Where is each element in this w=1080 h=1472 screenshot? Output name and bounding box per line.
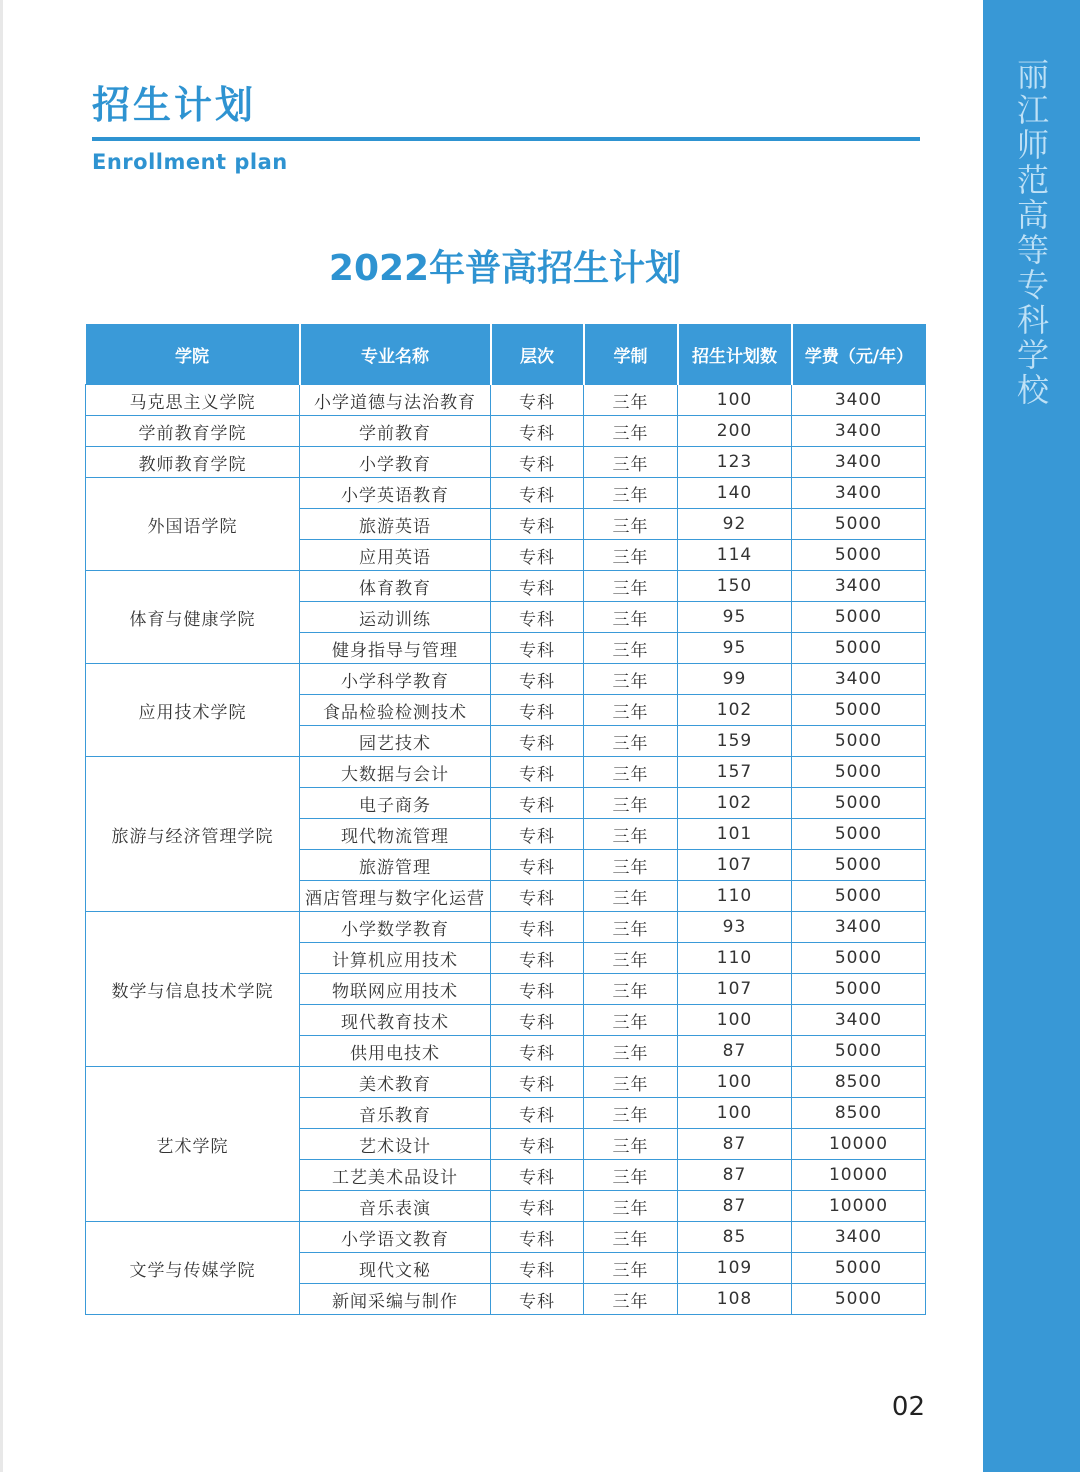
level-cell: 专科 [491, 385, 584, 416]
duration-cell: 三年 [584, 1067, 678, 1098]
fee-cell: 5000 [792, 726, 926, 757]
fee-cell: 5000 [792, 602, 926, 633]
level-cell: 专科 [491, 1191, 584, 1222]
fee-cell: 3400 [792, 912, 926, 943]
quota-cell: 85 [678, 1222, 792, 1253]
major-cell: 小学英语教育 [300, 478, 491, 509]
table-row [86, 757, 926, 788]
level-cell: 专科 [491, 664, 584, 695]
fee-cell: 5000 [792, 943, 926, 974]
page-number: 02 [891, 1392, 925, 1422]
major-cell: 健身指导与管理 [300, 633, 491, 664]
fee-cell: 5000 [792, 695, 926, 726]
fee-cell: 5000 [792, 1253, 926, 1284]
duration-cell: 三年 [584, 385, 678, 416]
major-cell: 现代物流管理 [300, 819, 491, 850]
major-cell: 小学道德与法治教育 [300, 385, 491, 416]
college-cell: 数学与信息技术学院 [86, 912, 300, 1067]
column-header-quota: 招生计划数 [678, 324, 792, 385]
school-name-vertical: 丽江师范高等专科学校 [1016, 56, 1049, 409]
college-cell: 艺术学院 [86, 1067, 300, 1222]
table-header-row [86, 324, 926, 385]
duration-cell: 三年 [584, 1253, 678, 1284]
duration-cell: 三年 [584, 571, 678, 602]
duration-cell: 三年 [584, 1005, 678, 1036]
major-cell: 电子商务 [300, 788, 491, 819]
level-cell: 专科 [491, 478, 584, 509]
duration-cell: 三年 [584, 1284, 678, 1315]
major-cell: 小学科学教育 [300, 664, 491, 695]
major-cell: 学前教育 [300, 416, 491, 447]
duration-cell: 三年 [584, 1036, 678, 1067]
duration-cell: 三年 [584, 447, 678, 478]
level-cell: 专科 [491, 1067, 584, 1098]
college-cell: 外国语学院 [86, 478, 300, 571]
level-cell: 专科 [491, 1005, 584, 1036]
level-cell: 专科 [491, 602, 584, 633]
fee-cell: 5000 [792, 850, 926, 881]
table-row [86, 385, 926, 416]
column-header-duration: 学制 [584, 324, 678, 385]
table-row [86, 571, 926, 602]
major-cell: 小学语文教育 [300, 1222, 491, 1253]
fee-cell: 3400 [792, 1222, 926, 1253]
college-cell: 体育与健康学院 [86, 571, 300, 664]
major-cell: 现代文秘 [300, 1253, 491, 1284]
fee-cell: 3400 [792, 1005, 926, 1036]
fee-cell: 10000 [792, 1160, 926, 1191]
fee-cell: 10000 [792, 1129, 926, 1160]
quota-cell: 100 [678, 1098, 792, 1129]
duration-cell: 三年 [584, 912, 678, 943]
quota-cell: 109 [678, 1253, 792, 1284]
duration-cell: 三年 [584, 540, 678, 571]
college-cell: 马克思主义学院 [86, 385, 300, 416]
column-header-fee: 学费（元/年） [792, 324, 926, 385]
quota-cell: 92 [678, 509, 792, 540]
quota-cell: 150 [678, 571, 792, 602]
duration-cell: 三年 [584, 819, 678, 850]
quota-cell: 87 [678, 1160, 792, 1191]
major-cell: 小学教育 [300, 447, 491, 478]
table-row [86, 912, 926, 943]
table-title: 2022年普高招生计划 [328, 248, 682, 289]
title-divider [92, 137, 920, 141]
duration-cell: 三年 [584, 974, 678, 1005]
table-row [86, 664, 926, 695]
level-cell: 专科 [491, 540, 584, 571]
quota-cell: 99 [678, 664, 792, 695]
level-cell: 专科 [491, 509, 584, 540]
duration-cell: 三年 [584, 602, 678, 633]
level-cell: 专科 [491, 757, 584, 788]
college-cell: 应用技术学院 [86, 664, 300, 757]
quota-cell: 100 [678, 1005, 792, 1036]
quota-cell: 87 [678, 1191, 792, 1222]
level-cell: 专科 [491, 447, 584, 478]
level-cell: 专科 [491, 850, 584, 881]
duration-cell: 三年 [584, 1191, 678, 1222]
table-body [86, 385, 926, 1315]
fee-cell: 5000 [792, 881, 926, 912]
duration-cell: 三年 [584, 1129, 678, 1160]
duration-cell: 三年 [584, 695, 678, 726]
duration-cell: 三年 [584, 850, 678, 881]
major-cell: 工艺美术品设计 [300, 1160, 491, 1191]
level-cell: 专科 [491, 695, 584, 726]
level-cell: 专科 [491, 1253, 584, 1284]
fee-cell: 5000 [792, 788, 926, 819]
page-title: 招生计划 [92, 83, 257, 127]
fee-cell: 5000 [792, 819, 926, 850]
major-cell: 大数据与会计 [300, 757, 491, 788]
fee-cell: 3400 [792, 478, 926, 509]
level-cell: 专科 [491, 881, 584, 912]
level-cell: 专科 [491, 1160, 584, 1191]
major-cell: 物联网应用技术 [300, 974, 491, 1005]
fee-cell: 3400 [792, 385, 926, 416]
level-cell: 专科 [491, 571, 584, 602]
level-cell: 专科 [491, 819, 584, 850]
quota-cell: 95 [678, 633, 792, 664]
fee-cell: 5000 [792, 540, 926, 571]
quota-cell: 159 [678, 726, 792, 757]
major-cell: 供用电技术 [300, 1036, 491, 1067]
fee-cell: 3400 [792, 664, 926, 695]
duration-cell: 三年 [584, 1222, 678, 1253]
duration-cell: 三年 [584, 788, 678, 819]
quota-cell: 93 [678, 912, 792, 943]
level-cell: 专科 [491, 788, 584, 819]
quota-cell: 110 [678, 881, 792, 912]
table-row [86, 447, 926, 478]
major-cell: 运动训练 [300, 602, 491, 633]
level-cell: 专科 [491, 1284, 584, 1315]
college-cell: 旅游与经济管理学院 [86, 757, 300, 912]
fee-cell: 8500 [792, 1098, 926, 1129]
major-cell: 食品检验检测技术 [300, 695, 491, 726]
quota-cell: 108 [678, 1284, 792, 1315]
major-cell: 旅游管理 [300, 850, 491, 881]
major-cell: 美术教育 [300, 1067, 491, 1098]
quota-cell: 140 [678, 478, 792, 509]
duration-cell: 三年 [584, 943, 678, 974]
duration-cell: 三年 [584, 633, 678, 664]
major-cell: 艺术设计 [300, 1129, 491, 1160]
duration-cell: 三年 [584, 1098, 678, 1129]
level-cell: 专科 [491, 912, 584, 943]
table-row [86, 1067, 926, 1098]
fee-cell: 3400 [792, 447, 926, 478]
major-cell: 园艺技术 [300, 726, 491, 757]
fee-cell: 5000 [792, 633, 926, 664]
quota-cell: 101 [678, 819, 792, 850]
fee-cell: 3400 [792, 416, 926, 447]
major-cell: 音乐表演 [300, 1191, 491, 1222]
level-cell: 专科 [491, 1129, 584, 1160]
quota-cell: 157 [678, 757, 792, 788]
major-cell: 现代教育技术 [300, 1005, 491, 1036]
duration-cell: 三年 [584, 881, 678, 912]
level-cell: 专科 [491, 943, 584, 974]
duration-cell: 三年 [584, 757, 678, 788]
level-cell: 专科 [491, 1222, 584, 1253]
duration-cell: 三年 [584, 509, 678, 540]
level-cell: 专科 [491, 1098, 584, 1129]
quota-cell: 102 [678, 788, 792, 819]
quota-cell: 107 [678, 974, 792, 1005]
level-cell: 专科 [491, 726, 584, 757]
level-cell: 专科 [491, 974, 584, 1005]
fee-cell: 5000 [792, 1284, 926, 1315]
fee-cell: 5000 [792, 509, 926, 540]
table-row [86, 416, 926, 447]
table-row [86, 1222, 926, 1253]
quota-cell: 123 [678, 447, 792, 478]
duration-cell: 三年 [584, 664, 678, 695]
major-cell: 旅游英语 [300, 509, 491, 540]
fee-cell: 3400 [792, 571, 926, 602]
major-cell: 音乐教育 [300, 1098, 491, 1129]
duration-cell: 三年 [584, 478, 678, 509]
fee-cell: 5000 [792, 974, 926, 1005]
page-subtitle: Enrollment plan [92, 150, 288, 174]
college-cell: 教师教育学院 [86, 447, 300, 478]
quota-cell: 114 [678, 540, 792, 571]
fee-cell: 10000 [792, 1191, 926, 1222]
quota-cell: 95 [678, 602, 792, 633]
quota-cell: 102 [678, 695, 792, 726]
quota-cell: 110 [678, 943, 792, 974]
college-cell: 文学与传媒学院 [86, 1222, 300, 1315]
major-cell: 应用英语 [300, 540, 491, 571]
enrollment-table [85, 324, 926, 1315]
major-cell: 酒店管理与数字化运营 [300, 881, 491, 912]
quota-cell: 107 [678, 850, 792, 881]
fee-cell: 5000 [792, 757, 926, 788]
column-header-level: 层次 [491, 324, 584, 385]
duration-cell: 三年 [584, 416, 678, 447]
quota-cell: 87 [678, 1129, 792, 1160]
duration-cell: 三年 [584, 1160, 678, 1191]
quota-cell: 87 [678, 1036, 792, 1067]
quota-cell: 100 [678, 385, 792, 416]
college-cell: 学前教育学院 [86, 416, 300, 447]
duration-cell: 三年 [584, 726, 678, 757]
fee-cell: 8500 [792, 1067, 926, 1098]
level-cell: 专科 [491, 416, 584, 447]
major-cell: 新闻采编与制作 [300, 1284, 491, 1315]
table-row [86, 478, 926, 509]
quota-cell: 200 [678, 416, 792, 447]
major-cell: 小学数学教育 [300, 912, 491, 943]
quota-cell: 100 [678, 1067, 792, 1098]
fee-cell: 5000 [792, 1036, 926, 1067]
major-cell: 体育教育 [300, 571, 491, 602]
major-cell: 计算机应用技术 [300, 943, 491, 974]
column-header-college: 学院 [86, 324, 300, 385]
column-header-major: 专业名称 [300, 324, 491, 385]
level-cell: 专科 [491, 633, 584, 664]
page-edge [0, 0, 3, 1472]
level-cell: 专科 [491, 1036, 584, 1067]
